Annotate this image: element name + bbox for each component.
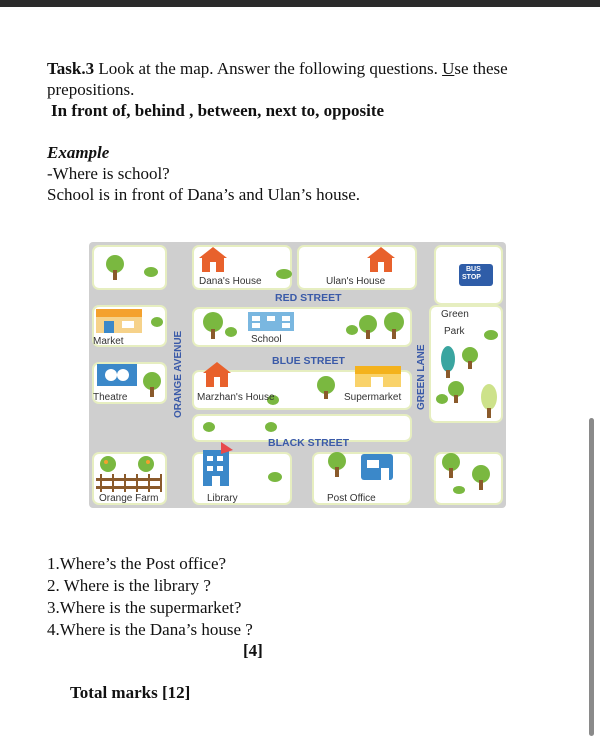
black-street-label: BLACK STREET (268, 437, 350, 449)
green-park-label-1: Green (441, 309, 469, 320)
marzhans-house-label: Marzhan's House (197, 392, 275, 403)
task-use-rest: se these (454, 59, 508, 78)
question-4: 4.Where is the Dana’s house ? (47, 620, 253, 639)
task-use-letter: U (442, 59, 455, 78)
post-office-label: Post Office (327, 493, 376, 504)
tree-icon (344, 310, 409, 342)
task-line-2: prepositions. (47, 80, 135, 99)
question-1: 1.Where’s the Post office? (47, 554, 227, 573)
bush-icon (265, 470, 285, 484)
town-map (89, 242, 506, 508)
task-line-1 (47, 58, 508, 79)
ulans-house-label: Ulan's House (326, 276, 386, 287)
ulans-house-icon (365, 245, 397, 273)
marzhans-house-icon (201, 360, 233, 388)
tree-icon (101, 252, 161, 282)
question-2: 2. Where is the library ? (47, 576, 211, 595)
tree-icon (199, 310, 239, 342)
library-label: Library (207, 493, 238, 504)
tree-icon (137, 370, 167, 400)
task-instruction: Look at the map. Answer the following questions. (94, 59, 443, 78)
bush-icon (149, 314, 165, 328)
market-label: Market (93, 336, 124, 347)
orange-farm-icon (94, 454, 164, 492)
blue-street-label: BLUE STREET (272, 355, 345, 367)
example-heading: Example (47, 143, 110, 162)
task-number: Task.3 (47, 59, 95, 78)
market-icon (94, 307, 144, 335)
post-office-icon (359, 452, 395, 482)
green-park-label-2: Park (444, 326, 465, 337)
tree-icon (314, 375, 339, 400)
danas-house-label: Dana's House (199, 276, 262, 287)
orange-avenue-label: ORANGE AVENUE (173, 330, 184, 418)
theatre-icon (95, 362, 139, 388)
bush-icon (274, 266, 294, 280)
prepositions-list: In front of, behind , between, next to, opposite (51, 101, 385, 120)
bus-stop-label-2: STOP (462, 274, 481, 281)
orange-farm-label: Orange Farm (99, 493, 159, 504)
tree-icon (439, 452, 501, 497)
top-bar (0, 0, 600, 7)
green-lane-label: GREEN LANE (416, 344, 427, 410)
bus-stop-label-1: BUS (466, 266, 481, 273)
library-icon (199, 442, 239, 488)
bush-icon (201, 417, 281, 437)
supermarket-icon (353, 364, 403, 388)
red-street-label: RED STREET (275, 292, 342, 304)
theatre-label: Theatre (93, 392, 128, 403)
example-question: -Where is school? (47, 164, 170, 183)
example-answer: School is in front of Dana’s and Ulan’s house. (47, 185, 361, 204)
park-trees-icon (434, 337, 504, 422)
supermarket-label: Supermarket (344, 392, 402, 403)
total-marks: Total marks [12] (70, 683, 191, 702)
question-3: 3.Where is the supermarket? (47, 598, 242, 617)
school-label: School (251, 334, 282, 345)
bush-icon (482, 328, 500, 342)
danas-house-icon (197, 245, 229, 273)
scrollbar[interactable] (589, 418, 594, 736)
marks-label: [4] (243, 641, 263, 660)
school-icon (247, 310, 295, 332)
